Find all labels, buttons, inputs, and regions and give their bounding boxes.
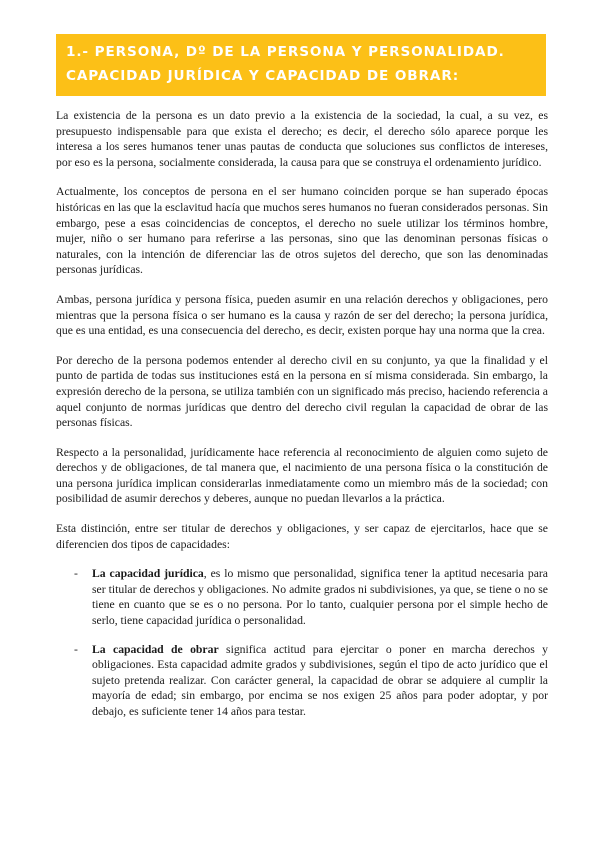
document-body	[56, 108, 548, 733]
bullet-dash: -	[74, 567, 78, 581]
list-item-text: , es lo mismo que personalidad, significa tener la aptitud necesaria para ser titular de derechos y obligaciones. No admite grados ni subdivisiones, ya que, se tiene o no se tiene en cuanto que se es o no persona. Por lo tanto, cualquier persona por el simple hecho de serlo, tiene capacidad jurídica o personalidad.	[92, 567, 548, 628]
list-item	[56, 642, 548, 720]
paragraph: Actualmente, los conceptos de persona en el ser humano coinciden porque se han superado épocas históricas en las que la esclavitud hacía que muchos seres humanos no fueran considerados personas. Sin embargo, pese a esas coincidencias de conceptos, el derecho no suele utilizar los términos hombre, mujer, niño o ser humano para referirse a las personas, sino que las denominan personas físicas o naturales, con la intención de diferenciar las de otros sujetos del derecho, que son las denominadas personas jurídicas.	[56, 185, 548, 277]
bullet-dash: -	[74, 642, 78, 656]
capacity-list	[56, 566, 548, 719]
paragraph: Ambas, persona jurídica y persona física, pueden asumir en una relación derechos y obligaciones, pero mientras que la persona física o ser humano es la causa y razón de ser del derecho; la persona jurídica, que es una entidad, es una consecuencia del derecho, es decir, existen porque hay una norma que la crea.	[56, 292, 548, 338]
list-item-term: La capacidad jurídica	[92, 567, 204, 581]
paragraph: La existencia de la persona es un dato previo a la existencia de la sociedad, la cual, a su vez, es presupuesto indispensable para que exista el derecho; es decir, el derecho sólo aparece porque les interesa a los seres humanos tener unas pautas de conducta que soluciones sus conflictos de intereses, por eso es la persona, socialmente considerada, la causa para que se construya el ordenamiento jurídico.	[56, 109, 548, 169]
section-title: 1.- PERSONA, Dº DE LA PERSONA Y PERSONALIDAD. CAPACIDAD JURÍDICA Y CAPACIDAD DE OBRAR:	[66, 44, 505, 84]
list-item-text: significa actitud para ejercitar o poner en marcha derechos y obligaciones. Esta capacidad admite grados y subdivisiones, según el tipo de acto jurídico que el sujeto pretenda realizar. Con carácter general, la capacidad de obrar se adquiere al cumplir la mayoría de edad; sin embargo, por encima se nos exigen 25 años para poder adoptar, y por debajo, es suficiente tener 14 años para testar.	[92, 642, 549, 718]
paragraph: Esta distinción, entre ser titular de derechos y obligaciones, y ser capaz de ejercitarlos, hace que se diferencien dos tipos de capacidades:	[56, 522, 548, 551]
paragraph: Por derecho de la persona podemos entender al derecho civil en su conjunto, ya que la finalidad y el punto de partida de todas sus instituciones está en la persona en sí misma considerada. Sin embargo, la expresión derecho de la persona, se utiliza también con un significado más preciso, haciendo referencia a aquel conjunto de normas jurídicas que dentro del derecho civil regulan la capacidad de obrar de las personas físicas.	[56, 353, 548, 430]
paragraph: Respecto a la personalidad, jurídicamente hace referencia al reconocimiento de alguien como sujeto de derechos y de obligaciones, de tal manera que, el nacimiento de una persona física o la constitución de una persona jurídica implican considerarlas inmediatamente como un miembro más de la sociedad; con posibilidad de asumir derechos y deberes, aunque no puedan llevarlos a la práctica.	[56, 445, 548, 506]
list-item-term: La capacidad de obrar	[92, 642, 219, 656]
section-title-banner	[56, 34, 546, 96]
list-item	[56, 566, 548, 628]
